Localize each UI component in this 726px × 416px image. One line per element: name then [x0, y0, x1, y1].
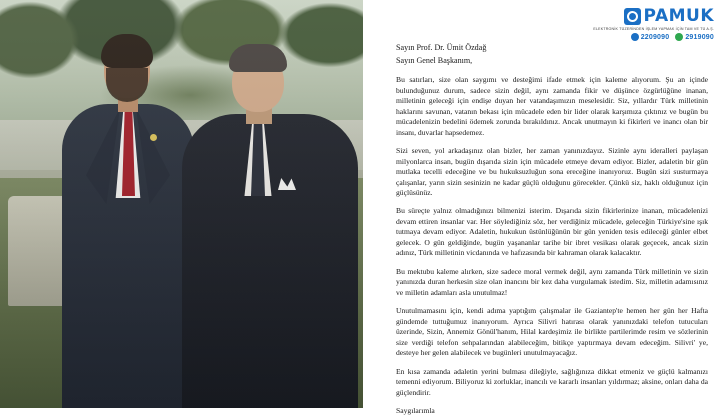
photo-memorial-stone-left	[8, 196, 70, 306]
phone-secondary	[675, 33, 714, 41]
person-right-body	[182, 114, 358, 408]
photograph	[0, 0, 363, 408]
letterhead	[514, 8, 714, 41]
letter-sign-off: Saygılarımla	[396, 405, 435, 415]
letterhead-logo	[514, 8, 714, 25]
letter-paragraph: Unutulmamasını için, kendi adıma yaptığım çalışmalar ile Gaziantep'te hemen her gün her Hafta gündemde tuttuğumuz inanıyorum. Ayrıca Silivri hatırası olarak yanınızdaki telefon tutucuları üzerinde, Sizin, Annemiz Gönül'hanım, Hilal kardeşimiz ile birlikte partilerimde resim ve sözlerinin size verdiği telefon sehpalarından alabileceğim, bitikçe yaptırmaya devam edeceğim. Silivri' ye, desteye her gelen alabilecek ve bugünleri unutulmayacağız.	[396, 306, 708, 358]
letter-document	[363, 0, 726, 415]
letter-paragraph: Bu süreçte yalnız olmadığınızı bilmenizi isterim. Dışarıda sizin fikirlerinize inanan, mücadelenizi devam ettiren insanlar var. Her söylediğiniz söz, her verdiğiniz mücadele, geleceğin Türkiye'sine ışık tutmaya devam ediyor. Adaletin, hukukun üstünlüğünün bir gün yeniden tesis edileceği günler elbet gelecek. O gün geldiğinde, bugün yaşananlar tarihe bir ibret vesikası olarak geçecek, ancak sizin adınız, Türk milletinin vicdanında ve hafızasında bir kahraman olarak kalacaktır.	[396, 206, 708, 258]
phone-primary	[631, 33, 670, 41]
letter-paragraph: En kısa zamanda adaletin yerini bulması dileğiyle, sağlığınıza dikkat etmeniz ve güçlü kalmanızı temenni ediyorum. Biliyoruz ki zorluklar, inancılı ve kararlı insanları yıldırmaz; aksine, onları daha da güçlendirir.	[396, 366, 708, 397]
whatsapp-icon	[675, 33, 683, 41]
phone-primary-number: 2209090	[640, 33, 670, 41]
letter-salutation: Sayın Prof. Dr. Ümit Özdağ	[396, 43, 487, 52]
person-left-lapel-pin	[150, 134, 157, 141]
letter-body	[396, 42, 708, 416]
letter-paragraph: Bu mektubu kaleme alırken, size sadece moral vermek değil, aynı zamanda Türk milletinin ve sizin yanınızda duran herkesin size olan inancını bir kez daha vurgulamak istedim. Siz, milletin adamısınız ve milletin adamları asla unutulmaz!	[396, 266, 708, 297]
person-right-hair	[229, 44, 287, 72]
person-left-hair	[101, 34, 153, 68]
company-subtitle: ELEKTRONİK TÜZERİNDEN İŞLEM YAPMAK İÇİN TAM VE TÜ A.Ş.	[593, 27, 714, 31]
letter-paragraph: Bu satırları, size olan saygımı ve desteğimi ifade etmek için kaleme alıyorum. Şu an içinde bulunduğunuz durum, sadece sizin değil, aynı zamanda fikir ve düşünce özgürlüğüne inanan, milletinin geleceği için endişe duyan her vatandaşımızın meselesidir. Siz, yıllardır Türk milletinin haklarını savunan, vatanın bekası için mücadele eden bir lider olarak karşımıza çıktınız ve bugün bu mücadelenizin bedelini ödemek zorunda bırakıldınız. Ancak unutmayın ki fikirleri ve inancı olan bir insanı, duvarlar hapsedemez.	[396, 75, 708, 137]
company-name: PAMUK	[643, 6, 714, 26]
letterhead-phones	[514, 33, 714, 41]
phone-secondary-number: 2919090	[685, 33, 714, 41]
phone-icon	[631, 33, 639, 41]
company-logo-icon	[624, 8, 641, 25]
letter-salutation-title: Sayın Genel Başkanım,	[396, 56, 473, 66]
letter-paragraph: Sizi seven, yol arkadaşınız olan bizler, her zaman yanınızdayız. Sizinle aynı ideralleri paylaşan milyonlarca insan, bugün dışarıda sizin için mücadele etmeye devam ediyor. Bizler, adaletin bir gün mutlaka tecelli edeceğine ve bu hukuksuzluğun sona ereceğine inanıyoruz. Bugün sizi susturmaya çalışanlar, yarın sizin sesinizin ne kadar güçlü olduğunu görecekler. Çünkü siz, haklı olduğunuz için güçlüsünüz.	[396, 146, 708, 197]
